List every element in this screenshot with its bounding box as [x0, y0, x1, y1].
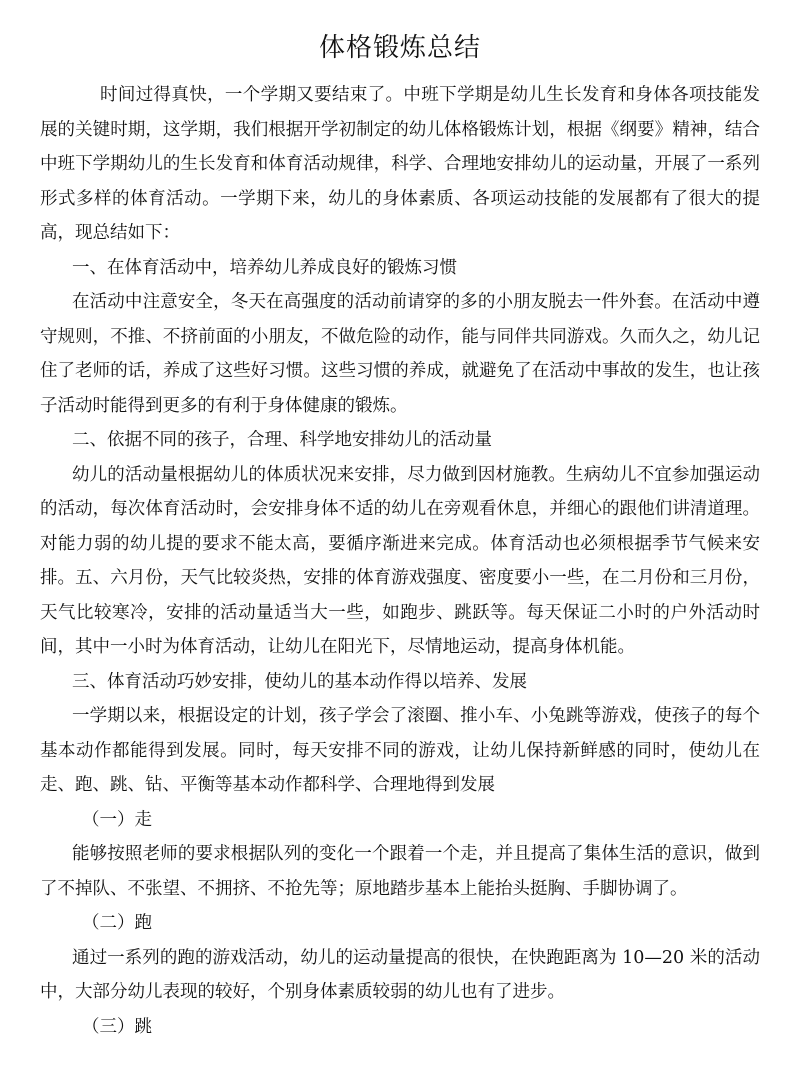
section-3-body: 一学期以来，根据设定的计划，孩子学会了滚圈、推小车、小兔跳等游戏，使孩子的每个基本动作都能得到发展。同时，每天安排不同的游戏，让幼儿保持新鲜感的同时，使幼儿在走、跑、跳、钻、平衡等基本动作都科学、合理地得到发展	[40, 706, 760, 795]
subsection-walk-heading: （一）走	[82, 809, 152, 830]
section-2-heading: 二、依据不同的孩子，合理、科学地安排幼儿的活动量	[72, 430, 492, 450]
document-title: 体格锻炼总结	[318, 33, 481, 63]
section-1-heading: 一、在体育活动中，培养幼儿养成良好的锻炼习惯	[72, 257, 457, 278]
subsection-run-heading: （二）跑	[82, 913, 152, 933]
section-1-body: 在活动中注意安全，冬天在高强度的活动前请穿的多的小朋友脱去一件外套。在活动中遵守规则，不推、不挤前面的小朋友，不做危险的动作，能与同伴共同游戏。久而久之，幼儿记住了老师的话，养成了这些好习惯。这些习惯的养成，就避免了在活动中事故的发生，也让孩子活动时能得到更多的有利于身体健康的锻炼。	[40, 292, 760, 416]
section-3-heading: 三、体育活动巧妙安排，使幼儿的基本动作得以培养、发展	[72, 671, 527, 692]
subsection-jump-heading: （三）跳	[82, 1016, 152, 1037]
section-2-body: 幼儿的活动量根据幼儿的体质状况来安排，尽力做到因材施教。生病幼儿不宜参加强运动的活动，每次体育活动时，会安排身体不适的幼儿在旁观看休息，并细心的跟他们讲清道理。对能力弱的幼儿提的要求不能太高，要循序渐进来完成。体育活动也必须根据季节气候来安排。五、六月份，天气比较炎热，安排的体育游戏强度、密度要小一些，在二月份和三月份，天气比较寒冷，安排的活动量适当大一些，如跑步、跳跃等。每天保证二小时的户外活动时间，其中一小时为体育活动，让幼儿在阳光下，尽情地运动，提高身体机能。	[40, 464, 760, 657]
intro-paragraph: 时间过得真快，一个学期又要结束了。中班下学期是幼儿生长发育和身体各项技能发展的关键时期，这学期，我们根据开学初制定的幼儿体格锻炼计划，根据《纲要》精神，结合中班下学期幼儿的生长发育和体育活动规律，科学、合理地安排幼儿的运动量，开展了一系列形式多样的体育活动。一学期下来，幼儿的身体素质、各项运动技能的发展都有了很大的提高，现总结如下：	[40, 85, 760, 243]
subsection-walk-body: 能够按照老师的要求根据队列的变化一个跟着一个走，并且提高了集体生活的意识，做到了不掉队、不张望、不拥挤、不抢先等；原地踏步基本上能抬头挺胸、手脚协调了。	[40, 844, 760, 899]
subsection-run-body: 通过一系列的跑的游戏活动，幼儿的运动量提高的很快，在快跑距离为 10—20 米的活动中，大部分幼儿表现的较好，个别身体素质较弱的幼儿也有了进步。	[40, 947, 760, 1002]
